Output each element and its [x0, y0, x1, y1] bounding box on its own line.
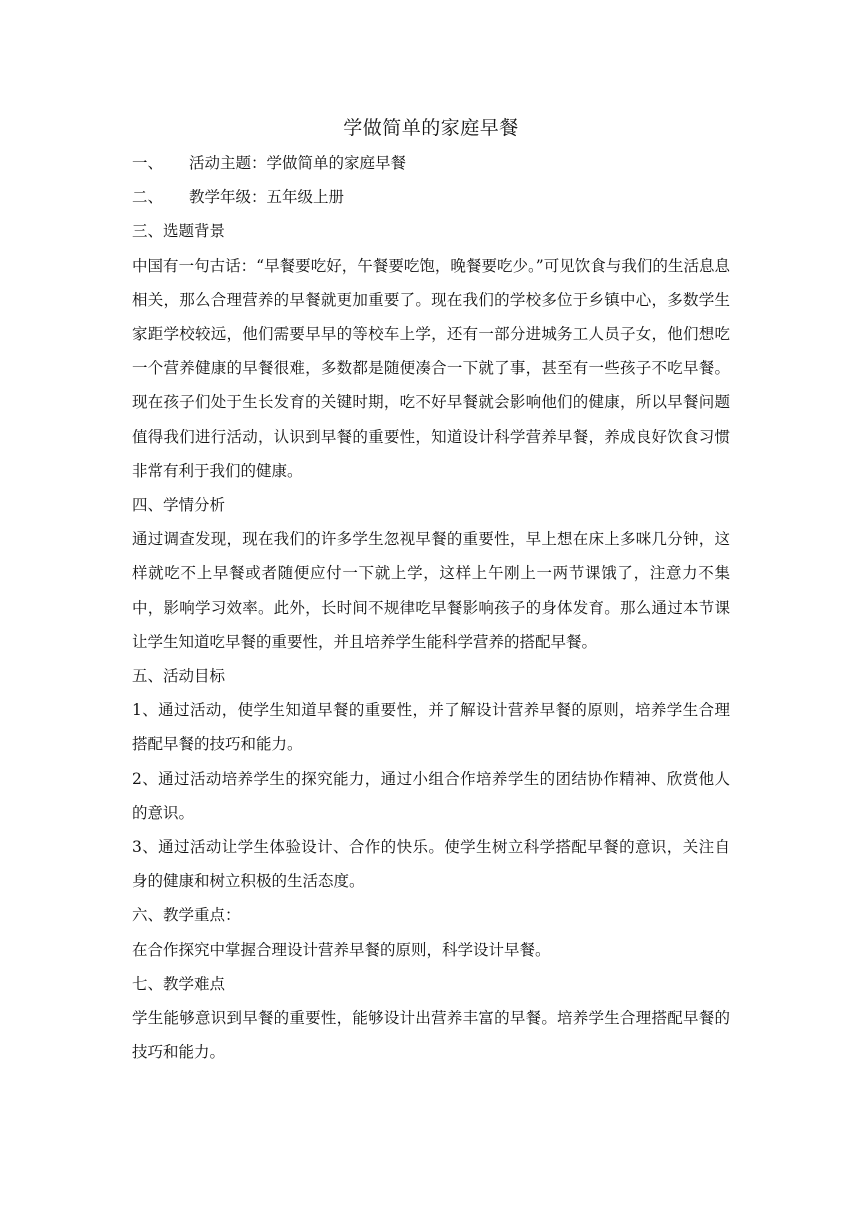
- goal-item: 3、通过活动让学生体验设计、合作的快乐。使学生树立科学搭配早餐的意识，关注自身的健康和树立积极的生活态度。: [132, 838, 730, 891]
- section-difficulties-body: 学生能够意识到早餐的重要性，能够设计出营养丰富的早餐。培养学生合理搭配早餐的技巧和能力。: [132, 1009, 730, 1062]
- goal-item: 2、通过活动培养学生的探究能力，通过小组合作培养学生的团结协作精神、欣赏他人的意识。: [132, 769, 730, 822]
- section-analysis-heading: 四、学情分析: [132, 496, 226, 515]
- section-background-body: 中国有一句古话：“早餐要吃好，午餐要吃饱，晚餐要吃少。”可见饮食与我们的生活息息相关，那么合理营养的早餐就更加重要了。现在我们的学校多位于乡镇中心，多数学生家距学校较远，他们需要早早的等校车上学，还有一部分进城务工人员子女，他们想吃一个营养健康的早餐很难，多数都是随便凑合一下就了事，甚至有一些孩子不吃早餐。现在孩子们处于生长发育的关键时期，吃不好早餐就会影响他们的健康，所以早餐问题值得我们进行活动，认识到早餐的重要性，知道设计科学营养早餐，养成良好饮食习惯非常有利于我们的健康。: [132, 256, 730, 480]
- section-difficulties-heading: 七、教学难点: [132, 974, 226, 993]
- item-grade: [132, 180, 730, 214]
- item-grade-label: 二、: [132, 188, 164, 207]
- document-title: 学做简单的家庭早餐: [343, 117, 519, 139]
- item-topic: [132, 146, 730, 180]
- item-topic-label: 一、: [132, 154, 164, 172]
- item-grade-text: 教学年级：五年级上册: [189, 188, 345, 207]
- section-goals-heading: 五、活动目标: [132, 667, 226, 686]
- section-key-points-body: 在合作探究中掌握合理设计营养早餐的原则，科学设计早餐。: [132, 940, 551, 959]
- section-key-points-heading: 六、教学重点：: [132, 906, 241, 925]
- document-page: [132, 110, 730, 1069]
- goal-item: 1、通过活动，使学生知道早餐的重要性，并了解设计营养早餐的原则，培养学生合理搭配早餐的技巧和能力。: [132, 701, 730, 754]
- item-topic-text: 活动主题：学做简单的家庭早餐: [189, 154, 407, 172]
- section-background-heading: 三、选题背景: [132, 222, 226, 241]
- section-analysis-body: 通过调查发现，现在我们的许多学生忽视早餐的重要性，早上想在床上多咪几分钟，这样就吃不上早餐或者随便应付一下就上学，这样上午刚上一两节课饿了，注意力不集中，影响学习效率。此外，长时间不规律吃早餐影响孩子的身体发育。那么通过本节课让学生知道吃早餐的重要性，并且培养学生能科学营养的搭配早餐。: [132, 530, 730, 651]
